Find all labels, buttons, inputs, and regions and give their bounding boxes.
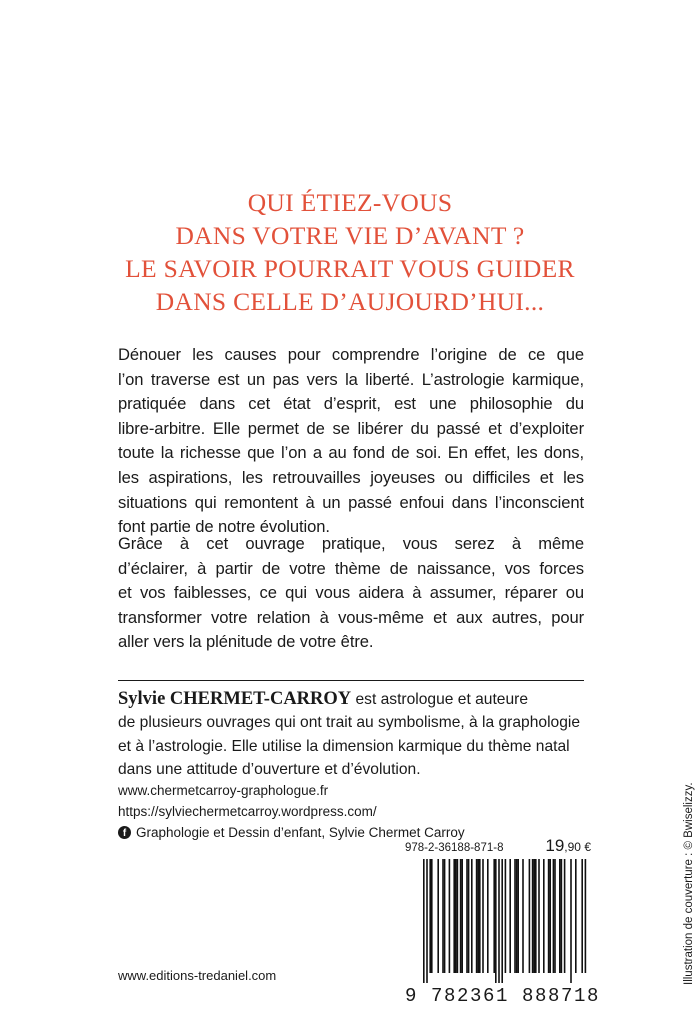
barcode-bar	[581, 859, 583, 973]
bio-text: est astrologue et auteure	[351, 691, 529, 708]
text-line: transformer votre relation à vous-même et aux autres, pour	[118, 607, 584, 627]
barcode-bars	[423, 859, 589, 983]
author-links	[118, 780, 465, 843]
barcode-bar	[554, 859, 556, 973]
divider	[118, 680, 584, 681]
barcode-bar	[561, 859, 563, 973]
barcode-bar	[535, 859, 537, 973]
barcode-bar	[570, 859, 572, 983]
text-line: aller vers la plénitude de votre être.	[118, 632, 374, 652]
bio-line: dans une attitude d’ouverture et d’évolution.	[118, 760, 421, 778]
text-line: libre-arbitre. Elle permet de se libérer du passé et d’exploiter	[118, 418, 584, 438]
barcode-bar	[482, 859, 484, 973]
barcode-bar	[522, 859, 524, 973]
barcode-bar	[575, 859, 577, 973]
barcode-bar	[538, 859, 540, 973]
text-line: Dénouer les causes pour comprendre l’origine de ce que	[118, 345, 584, 364]
barcode-bar	[543, 859, 545, 973]
barcode-bar	[479, 859, 481, 973]
headline-line: DANS CELLE D’AUJOURD’HUI...	[155, 287, 545, 316]
barcode-bar	[460, 859, 462, 973]
barcode-bar	[468, 859, 470, 973]
barcode	[405, 855, 601, 1015]
barcode-bar	[493, 859, 495, 973]
barcode-bar	[431, 859, 433, 973]
barcode-digits: 9 782361 888718	[405, 985, 601, 1007]
facebook-icon: f	[118, 826, 131, 839]
barcode-bar	[442, 859, 444, 973]
barcode-bar	[514, 859, 516, 973]
text-line: font partie de notre évolution.	[118, 517, 330, 537]
barcode-bar	[487, 859, 489, 973]
headline	[0, 186, 700, 318]
barcode-bar	[429, 859, 431, 973]
author-name: Sylvie CHERMET-CARROY	[118, 689, 352, 709]
barcode-bar	[553, 859, 555, 973]
barcode-bar	[532, 859, 534, 973]
barcode-bar	[549, 859, 551, 973]
barcode-bar	[509, 859, 511, 973]
barcode-bar	[461, 859, 463, 973]
text-line: les aspirations, les retrouvailles joyeuses ou difficiles et les	[118, 467, 584, 487]
barcode-bar	[426, 859, 428, 983]
text-line: d’éclairer, à partir de votre thème de naissance, vos forces	[118, 558, 584, 578]
text-line: Grâce à cet ouvrage pratique, vous serez à même	[118, 534, 584, 553]
cover-credit: Illustration de couverture : © Bwiselizzy.	[683, 782, 695, 985]
barcode-bar	[455, 859, 457, 973]
barcode-bar	[471, 859, 473, 973]
text-line: et vos faiblesses, ce qui vous aidera à assumer, réparer ou	[118, 583, 584, 603]
barcode-bar	[585, 859, 587, 973]
barcode-bar	[453, 859, 455, 973]
price-cents: ,90 €	[564, 840, 591, 854]
barcode-bar	[505, 859, 507, 973]
author-bio	[118, 688, 584, 781]
barcode-bar	[533, 859, 535, 973]
description-paragraph-2	[118, 532, 584, 655]
bio-line: et à l’astrologie. Elle utilise la dimension karmique du thème natal	[118, 737, 570, 755]
blog-link[interactable]: https://sylviechermetcarroy.wordpress.com/	[118, 804, 377, 819]
price-main: 19	[545, 836, 565, 855]
barcode-bar	[423, 859, 425, 983]
barcode-bar	[498, 859, 500, 983]
headline-line: QUI ÉTIEZ-VOUS	[247, 188, 453, 217]
text-line: toute la richesse que l’on a au fond de soi. En effet, les dons,	[118, 443, 584, 463]
barcode-bar	[437, 859, 439, 973]
bio-line	[118, 688, 584, 711]
barcode-bar	[548, 859, 550, 973]
barcode-bar	[529, 859, 531, 973]
text-line: situations qui remontent à un passé enfoui dans l’inconscient	[118, 492, 584, 512]
bio-line: de plusieurs ouvrages qui ont trait au symbolisme, à la graphologie	[118, 714, 581, 732]
website-link[interactable]: www.chermetcarroy-graphologue.fr	[118, 783, 329, 798]
barcode-bar	[517, 859, 519, 973]
barcode-bar	[444, 859, 446, 973]
text-line: l’on traverse est un pas vers la liberté. L’astrologie karmique,	[118, 369, 584, 389]
barcode-bar	[516, 859, 518, 973]
isbn-price-row	[405, 836, 591, 856]
publisher-website[interactable]: www.editions-tredaniel.com	[118, 968, 277, 983]
barcode-bar	[559, 859, 561, 973]
barcode-bar	[495, 859, 497, 983]
description-paragraph-1	[118, 343, 584, 540]
barcode-bar	[501, 859, 503, 983]
barcode-bar	[564, 859, 566, 973]
price	[545, 836, 591, 856]
facebook-label: Graphologie et Dessin d’enfant, Sylvie Chermet Carroy	[136, 825, 465, 840]
barcode-bar	[476, 859, 478, 973]
headline-line: LE SAVOIR POURRAIT VOUS GUIDER	[125, 254, 575, 283]
headline-line: DANS VOTRE VIE D’AVANT ?	[175, 221, 525, 250]
barcode-bar	[477, 859, 479, 973]
text-line: pratiquée dans cet état d’esprit, est une philosophie du	[118, 394, 584, 414]
barcode-bar	[457, 859, 459, 973]
isbn: 978-2-36188-871-8	[405, 842, 504, 854]
barcode-bar	[449, 859, 451, 973]
barcode-bar	[466, 859, 468, 973]
